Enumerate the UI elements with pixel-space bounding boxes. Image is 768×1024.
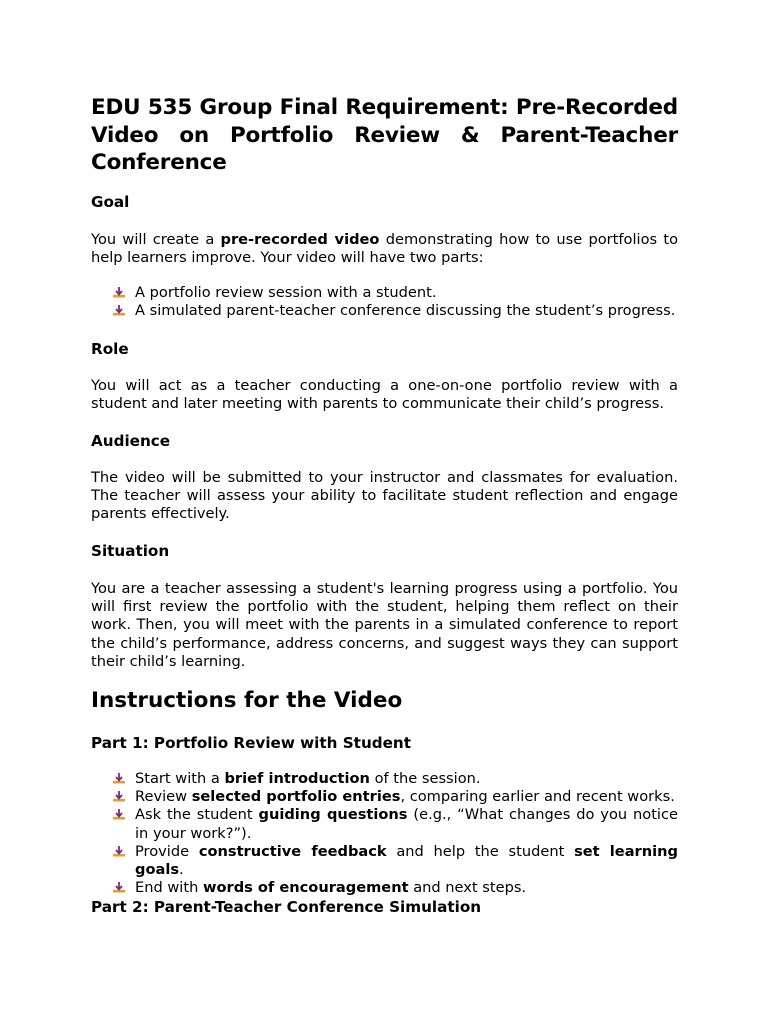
goal-paragraph [91,231,678,267]
situation-paragraph: You are a teacher assessing a student's learning progress using a portfolio. You will first review the portfolio with the student, helping them reflect on their work. Then, you will meet with the parents in a simulated conference to report the child’s performance, address concerns, and suggest ways they can support their child’s learning. [91,580,678,670]
goal-bullet-text: A simulated parent-teacher conference discussing the student’s progress. [135,302,676,320]
arrow-down-bullet-icon [113,773,125,785]
part1-item-pre: Ask the student [135,806,259,824]
arrow-down-bullet-icon [113,791,125,803]
part1-item-post: and next steps. [408,879,527,897]
goal-heading: Goal [91,193,130,211]
part1-item-post: (e.g., “What changes do you notice in your work?”). [135,806,678,842]
situation-heading: Situation [91,542,170,560]
arrow-down-bullet-icon [113,882,125,894]
list-item [91,843,678,879]
part1-heading: Part 1: Portfolio Review with Student [91,734,411,752]
part1-item-bold: words of encouragement [202,879,409,897]
part2-heading: Part 2: Parent-Teacher Conference Simulation [91,898,482,916]
part1-item-pre: Review [135,788,192,806]
part1-item-pre: Start with a [135,770,225,787]
audience-paragraph: The video will be submitted to your instructor and classmates for evaluation. The teacher will assess your ability to facilitate student reflection and engage parents effectively. [91,469,678,523]
part1-item-bold: constructive feedback [198,842,387,860]
part1-item-post: , comparing earlier and recent works. [400,788,675,806]
goal-bullet-text: A portfolio review session with a student. [135,284,437,301]
list-item [91,788,678,806]
goal-text-bold: pre-recorded video [220,231,380,248]
instructions-heading: Instructions for the Video [91,688,403,713]
part1-item-post2: . [179,861,184,879]
goal-text-after: demonstrating how to use portfolios to help learners improve. Your video will have two parts: [91,231,678,267]
arrow-down-bullet-icon [113,809,125,821]
part1-item-bold: brief introduction [224,770,370,787]
part1-item-bold: selected portfolio entries [191,788,401,806]
audience-heading: Audience [91,432,171,450]
part1-item-pre: Provide [135,842,199,860]
document-title: EDU 535 Group Final Requirement: Pre-Recorded Video on Portfolio Review & Parent-Teacher Conference [91,95,678,175]
list-item [91,284,678,302]
arrow-down-bullet-icon [113,846,125,858]
part1-bullet-list [91,770,678,897]
list-item [91,879,678,897]
part1-item-post: of the session. [369,770,481,787]
part1-item-pre: End with [135,879,203,897]
role-paragraph: You will act as a teacher conducting a one-on-one portfolio review with a student and later meeting with parents to communicate their child’s progress. [91,377,678,413]
part1-item-bold2: set learning goals [135,842,678,879]
part1-item-post: and help the student [386,842,575,860]
list-item [91,806,678,842]
goal-text-before: You will create a [91,231,221,248]
part1-item-bold: guiding questions [258,806,408,824]
goal-bullet-list [91,284,678,320]
arrow-down-bullet-icon [113,305,125,317]
list-item [91,302,678,320]
list-item [91,770,678,788]
arrow-down-bullet-icon [113,287,125,299]
role-heading: Role [91,340,129,358]
